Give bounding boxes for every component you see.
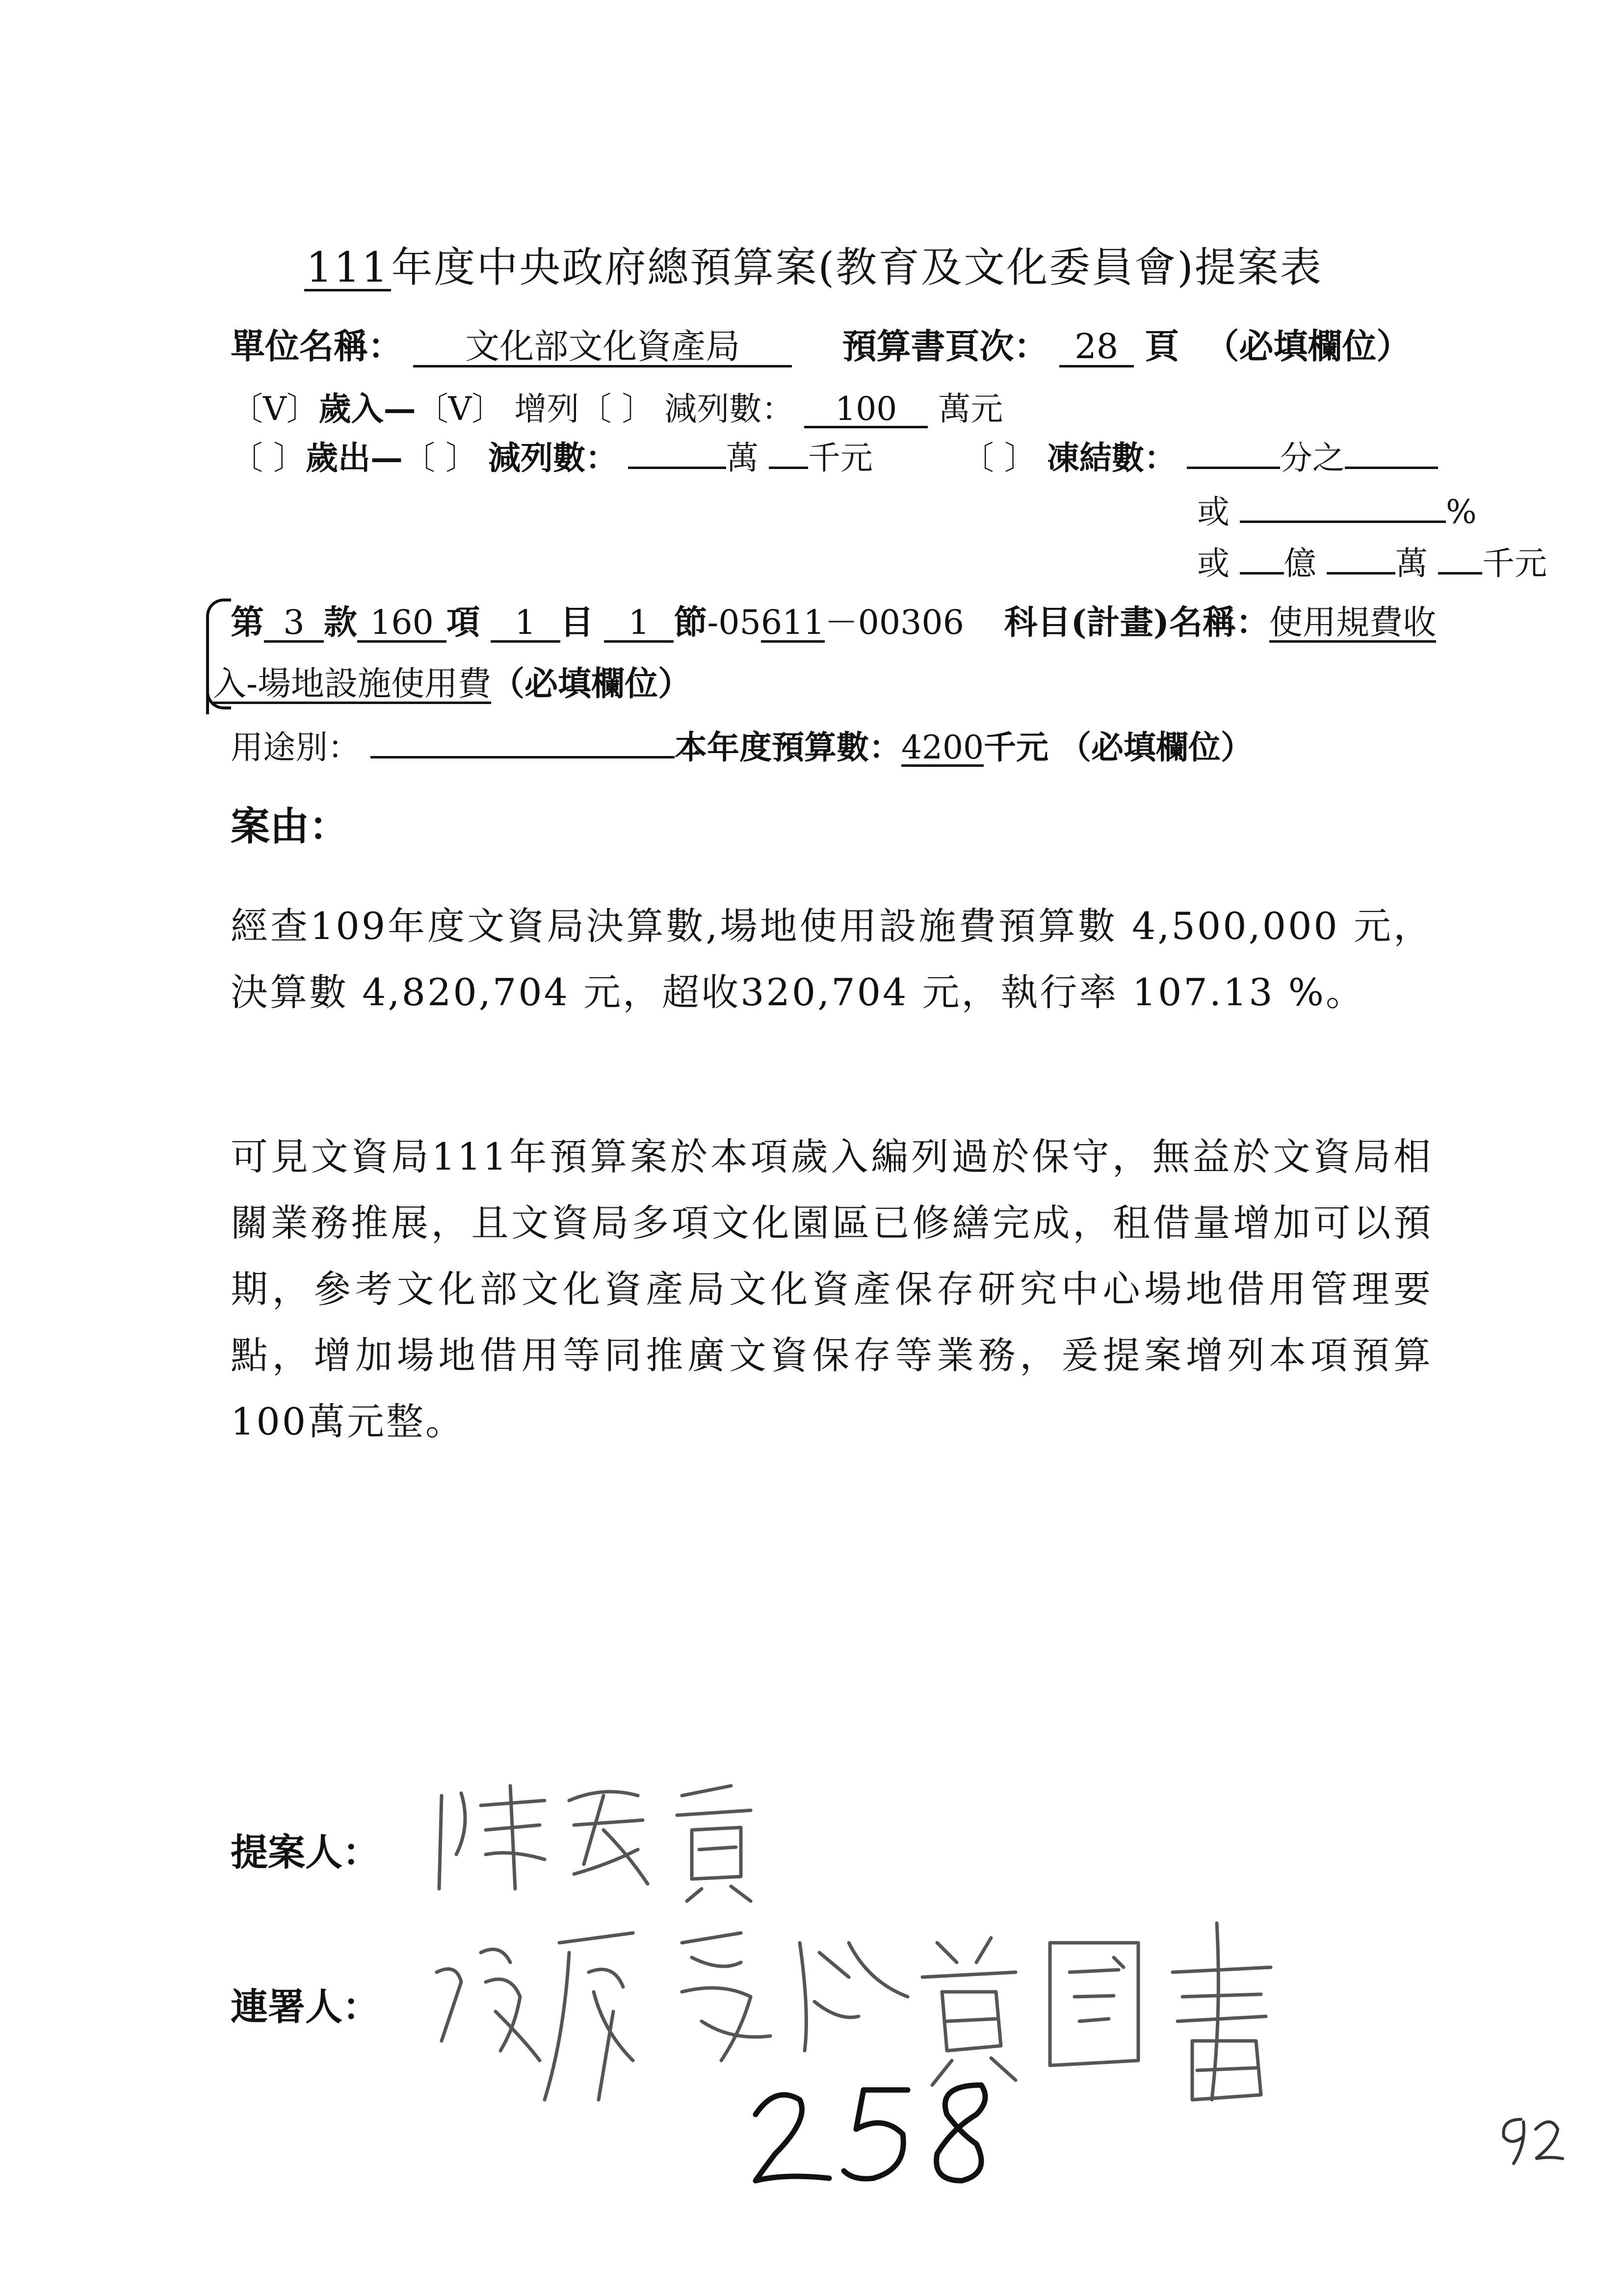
expense-decrease-label: 減列數： [488, 439, 618, 477]
revenue-amount: 100 [804, 392, 928, 428]
decrease-checkbox: 〔 〕 [579, 390, 655, 428]
usage-blank [370, 727, 675, 758]
freeze-label: 凍結數： [1047, 439, 1177, 477]
case-paragraph-2: 可見文資局111年預算案於本項歲入編列過於保守，無益於文資局相關業務推展，且文資局多項文化園區已修繕完成，租借量增加可以預期，參考文化部文化資產局文化資產保存研究中心場地借用管理要點，增加場地借用等同推廣文資保存等業務，爰提案增列本項預算100萬元整。 [231, 1135, 1433, 1443]
usage-label: 用途別： [231, 729, 360, 766]
unit-row [231, 319, 1411, 368]
expense-wan: 萬 [726, 439, 759, 477]
item-code-prefix: -05 [707, 603, 761, 642]
item-code-suffix: －00306 [824, 603, 964, 642]
freeze-wan-blank [1327, 543, 1395, 574]
handwritten-number [746, 2075, 1021, 2193]
form-title [304, 235, 1323, 294]
budget-unit: 千元 [983, 728, 1048, 766]
item-kuan-label: 款 [324, 603, 358, 642]
usage-row [231, 721, 1253, 768]
freeze-percent-blank [1240, 491, 1446, 523]
expense-qianyuan: 千元 [808, 439, 873, 477]
decrease-label: 減列數： [664, 390, 794, 428]
item-mu-value: 1 [491, 605, 560, 643]
revenue-label: 歲入— [318, 390, 416, 428]
page-unit: 頁 [1145, 326, 1179, 366]
subject-value-1: 使用規費收 [1269, 603, 1436, 642]
item-row [231, 596, 1436, 644]
expense-wan-blank [628, 437, 726, 469]
expense-label: 歲出— [305, 439, 403, 477]
freeze-or-1: 或 [1197, 493, 1230, 531]
freeze-amount-row [1197, 537, 1547, 584]
title-year: 111 [304, 246, 391, 291]
increase-label: 增列 [514, 390, 579, 428]
cosigner-label: 連署人： [231, 1985, 380, 2029]
freeze-checkbox: 〔 〕 [961, 439, 1037, 477]
freeze-wan: 萬 [1395, 545, 1428, 582]
budget-value: 4200 [901, 729, 984, 766]
item-code-mid: 611 [760, 603, 825, 642]
expense-qian-blank [769, 437, 808, 469]
freeze-yi: 億 [1283, 545, 1316, 582]
proposer-signature [427, 1766, 780, 1904]
unit-label: 單位名稱： [231, 326, 402, 366]
revenue-checkbox: 〔V〕 [231, 390, 319, 428]
item-row-2 [211, 657, 691, 705]
title-text: 年度中央政府總預算案(教育及文化委員會)提案表 [391, 243, 1323, 291]
item-mu-label: 目 [560, 603, 594, 642]
freeze-qian-blank [1438, 543, 1482, 574]
unit-required-note: （必填欄位） [1205, 326, 1411, 366]
revenue-unit: 萬元 [938, 390, 1003, 428]
freeze-percent-sign: % [1445, 493, 1477, 531]
freeze-denominator-blank [1187, 437, 1280, 469]
page-mark [1496, 2110, 1565, 2168]
freeze-numerator-blank [1345, 437, 1438, 469]
page-label: 預算書頁次： [842, 326, 1048, 366]
item-xiang-value: 160 [357, 605, 446, 643]
case-heading: 案由： [231, 803, 348, 849]
item-kuan-value: 3 [264, 605, 324, 643]
freeze-qianyuan: 千元 [1482, 545, 1547, 582]
subject-label: 科目(計畫)名稱： [1004, 603, 1269, 642]
freeze-percent-row [1197, 486, 1477, 532]
item-jie-label: 節 [674, 603, 707, 642]
increase-checkbox: 〔V〕 [416, 390, 504, 428]
freeze-fenzhi: 分之 [1280, 439, 1345, 477]
expense-decrease-checkbox: 〔 〕 [402, 439, 478, 477]
freeze-yi-blank [1240, 543, 1284, 574]
page-value: 28 [1059, 329, 1134, 367]
subject-value-2: 入-場地設施使用費 [211, 667, 491, 704]
proposer-label: 提案人： [231, 1830, 380, 1874]
item-jie-value: 1 [604, 605, 674, 643]
expense-checkbox: 〔 〕 [231, 439, 306, 477]
budget-label: 本年度預算數： [674, 728, 901, 766]
item-di: 第 [231, 603, 264, 642]
revenue-row [231, 383, 1003, 429]
usage-required-note: （必填欄位） [1058, 728, 1253, 766]
item-xiang-label: 項 [446, 603, 480, 642]
freeze-or-2: 或 [1197, 545, 1230, 582]
expense-row [231, 432, 1438, 478]
unit-value: 文化部文化資產局 [413, 329, 792, 367]
case-paragraph-1: 經查109年度文資局決算數,場地使用設施費預算數 4,500,000 元，決算數 4,820,704 元，超收320,704 元，執行率 107.13 %。 [231, 904, 1433, 1014]
item-required-note: （必填欄位） [491, 664, 691, 704]
